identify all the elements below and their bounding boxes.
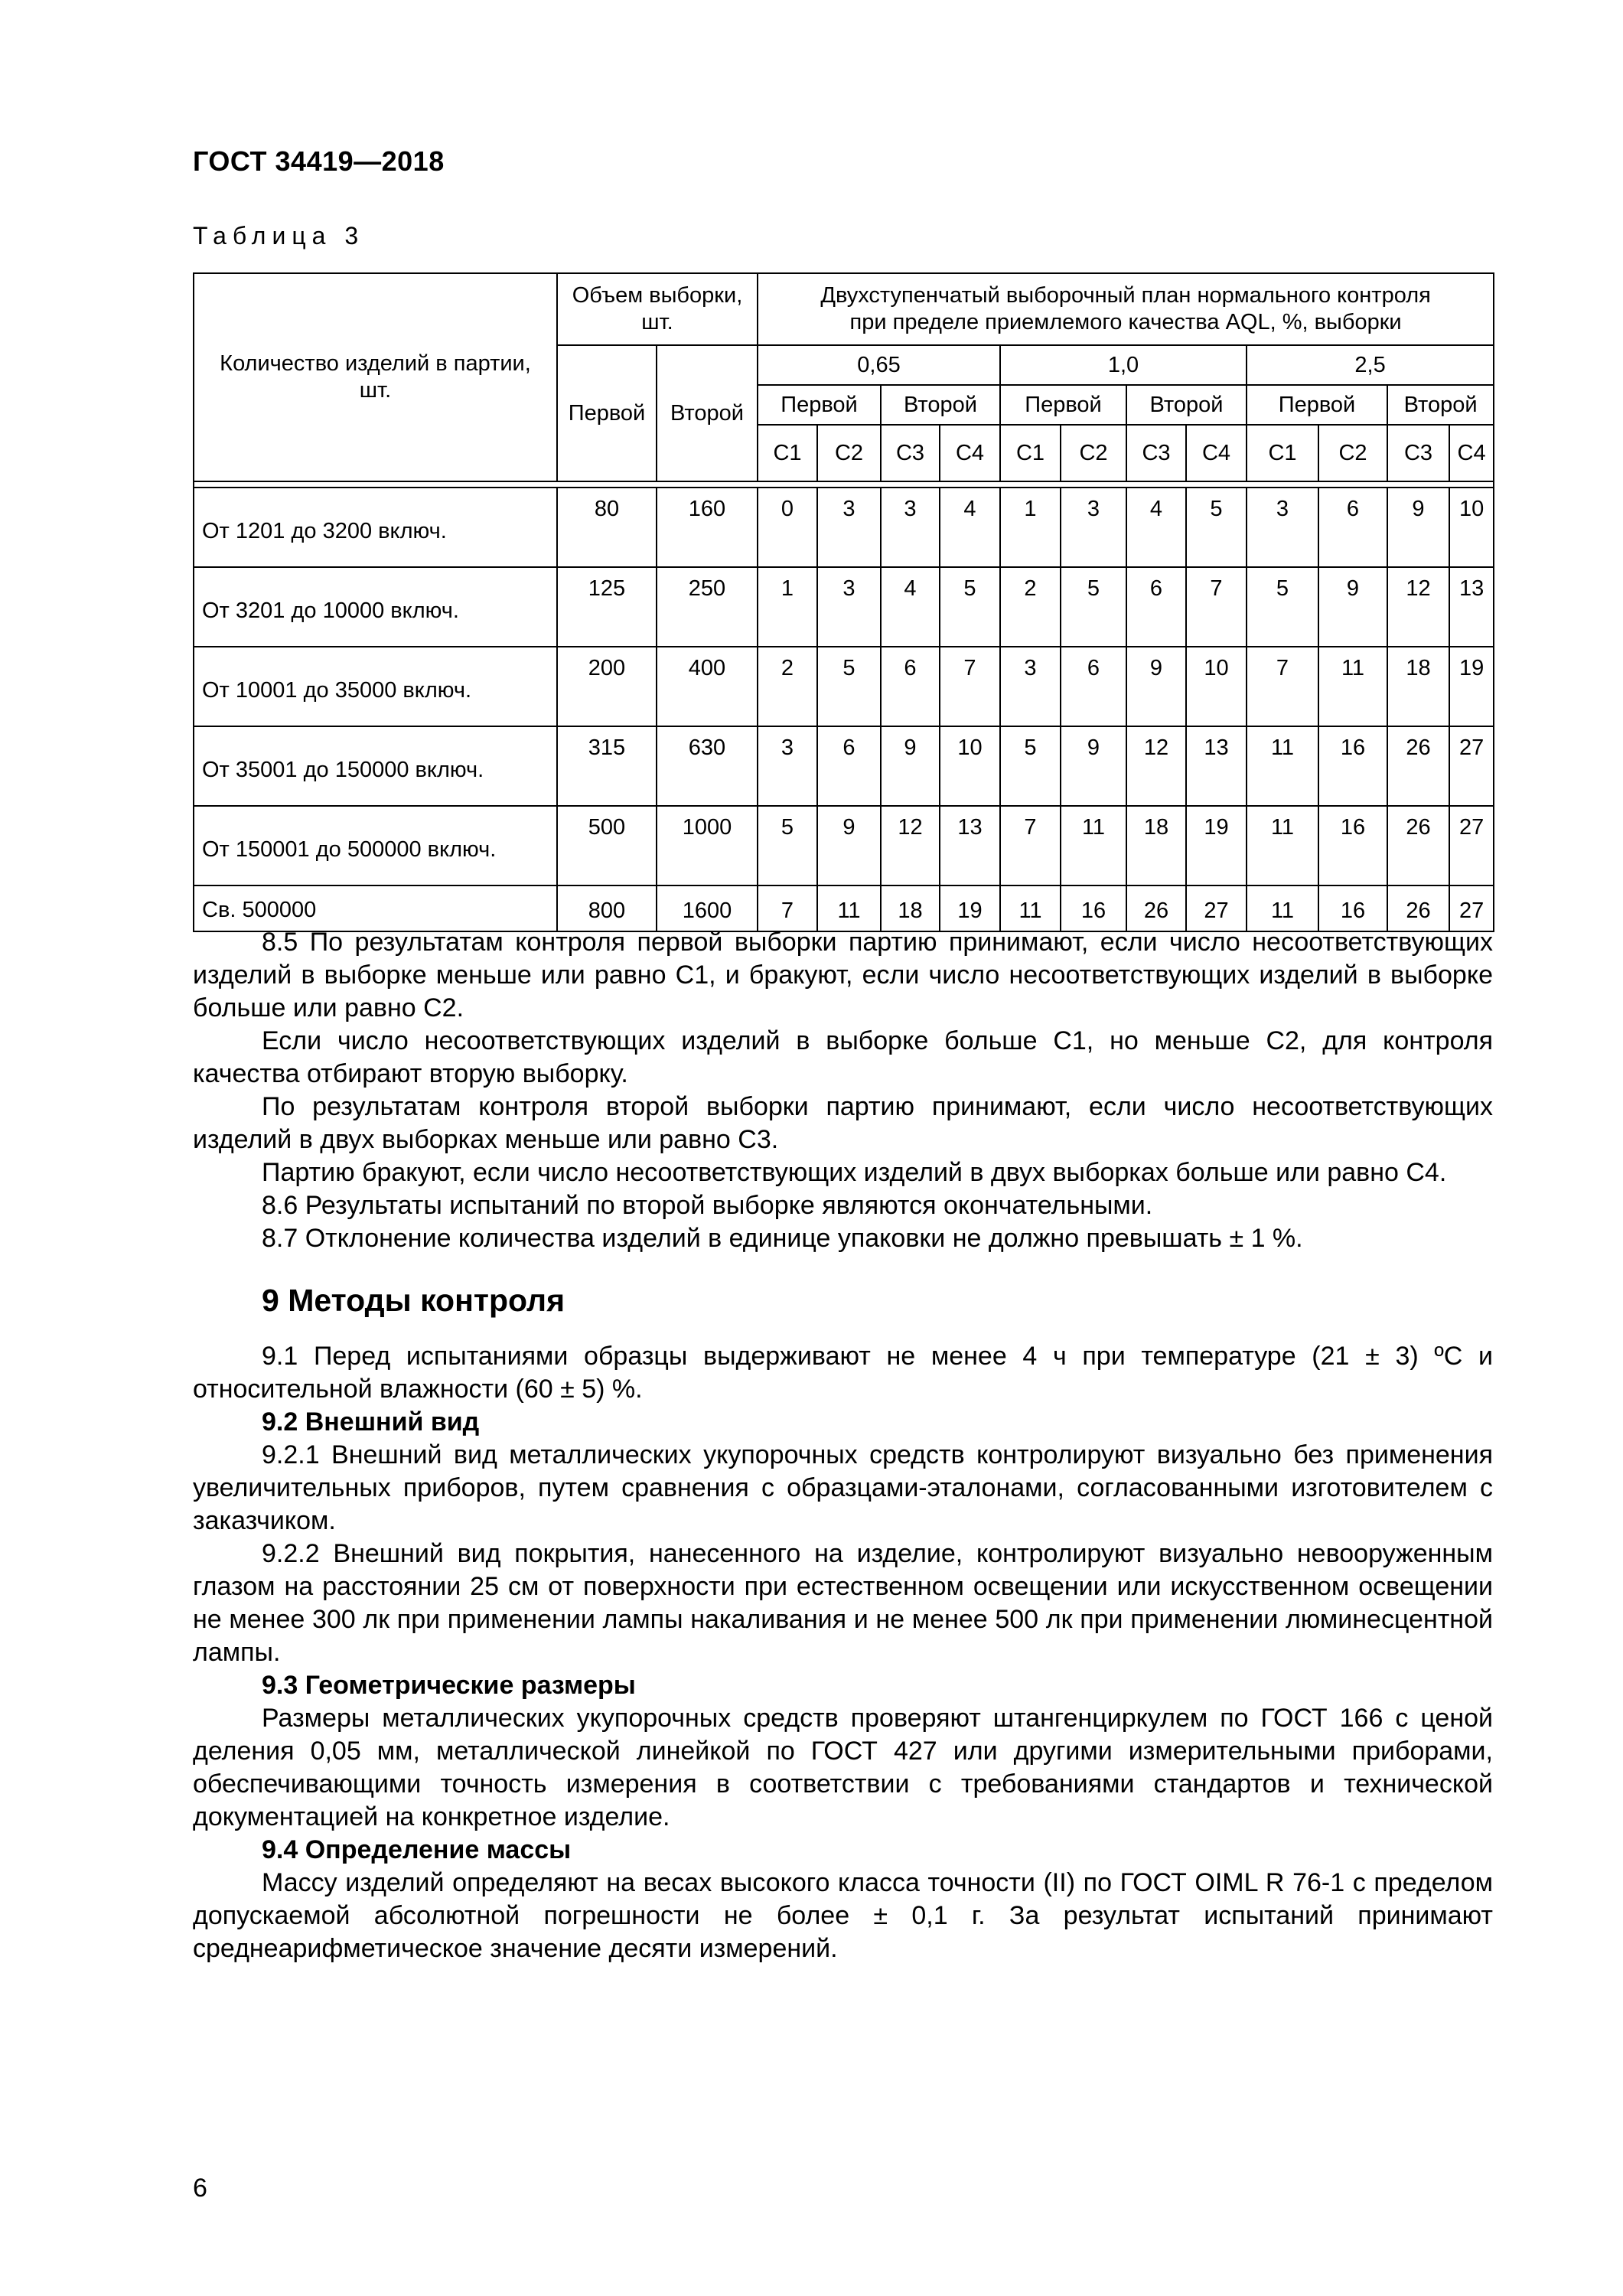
acceptance-number-cell: 9 <box>1318 567 1387 647</box>
header-first: Первой <box>1247 385 1387 425</box>
acceptance-number-cell: 4 <box>881 567 940 647</box>
acceptance-number-cell: 3 <box>1247 488 1318 567</box>
header-first-sample: Первой <box>557 345 657 481</box>
second-sample-size-cell: 1600 <box>657 885 758 931</box>
header-sampling-plan: Двухступенчатый выборочный план нормального контроля при пределе приемлемого качества AQL, %, выборки <box>758 273 1494 345</box>
header-sample-size: Объем выборки, шт. <box>557 273 758 345</box>
second-sample-size-cell: 160 <box>657 488 758 567</box>
acceptance-number-cell: 11 <box>1000 885 1061 931</box>
acceptance-number-cell: 27 <box>1449 726 1494 806</box>
acceptance-number-cell: 11 <box>817 885 881 931</box>
acceptance-number-cell: 3 <box>817 488 881 567</box>
acceptance-number-cell: 7 <box>1247 647 1318 726</box>
header-second-sample: Второй <box>657 345 758 481</box>
paragraph-8-7: 8.7 Отклонение количества изделий в единице упаковки не должно превышать ± 1 %. <box>262 1224 1303 1253</box>
header-c-label: С3 <box>881 425 940 481</box>
paragraph-8-5-second: Если число несоответствующих изделий в выборке больше С1, но меньше С2, для контроля качества отбирают вторую выборку. <box>193 1026 1493 1088</box>
second-sample-size-cell: 630 <box>657 726 758 806</box>
acceptance-number-cell: 7 <box>1000 806 1061 885</box>
subheading-9-3: 9.3 Геометрические размеры <box>262 1671 636 1700</box>
acceptance-number-cell: 10 <box>940 726 1000 806</box>
acceptance-number-cell: 9 <box>881 726 940 806</box>
acceptance-number-cell: 13 <box>940 806 1000 885</box>
first-sample-size-cell: 500 <box>557 806 657 885</box>
header-c-label: С3 <box>1387 425 1449 481</box>
acceptance-number-cell: 0 <box>758 488 817 567</box>
acceptance-number-cell: 7 <box>758 885 817 931</box>
acceptance-number-cell: 11 <box>1061 806 1126 885</box>
acceptance-number-cell: 10 <box>1449 488 1494 567</box>
acceptance-number-cell: 10 <box>1186 647 1247 726</box>
header-c-label: С4 <box>940 425 1000 481</box>
acceptance-number-cell: 11 <box>1318 647 1387 726</box>
header-first: Первой <box>758 385 881 425</box>
acceptance-number-cell: 5 <box>1186 488 1247 567</box>
table-body <box>194 481 1494 931</box>
acceptance-number-cell: 2 <box>1000 567 1061 647</box>
section-heading-9: 9 Методы контроля <box>262 1283 565 1318</box>
header-c-label: С2 <box>1318 425 1387 481</box>
first-sample-size-cell: 315 <box>557 726 657 806</box>
acceptance-number-cell: 3 <box>1000 647 1061 726</box>
acceptance-number-cell: 13 <box>1449 567 1494 647</box>
first-sample-size-cell: 200 <box>557 647 657 726</box>
acceptance-number-cell: 18 <box>1126 806 1186 885</box>
acceptance-number-cell: 4 <box>940 488 1000 567</box>
acceptance-number-cell: 6 <box>1318 488 1387 567</box>
first-sample-size-cell: 800 <box>557 885 657 931</box>
header-aql-0-65: 0,65 <box>758 345 1000 385</box>
table-row <box>194 806 1494 885</box>
header-c-label: С2 <box>1061 425 1126 481</box>
paragraph-9-3: Размеры металлических укупорочных средств проверяют штангенциркулем по ГОСТ 166 с ценой деления 0,05 мм, металлической линейкой по ГОСТ 427 или другими измерительными приборами, обеспечивающими точность измерения в соответствии с требованиями стандартов и технической документацией на конкретное изделие. <box>193 1704 1493 1831</box>
acceptance-number-cell: 13 <box>1186 726 1247 806</box>
header-second: Второй <box>1387 385 1494 425</box>
acceptance-number-cell: 9 <box>1061 726 1126 806</box>
acceptance-number-cell: 6 <box>817 726 881 806</box>
lot-size-cell: От 10001 до 35000 включ. <box>194 647 557 726</box>
acceptance-number-cell: 3 <box>1061 488 1126 567</box>
acceptance-number-cell: 1 <box>1000 488 1061 567</box>
acceptance-number-cell: 1 <box>758 567 817 647</box>
header-second: Второй <box>881 385 1000 425</box>
acceptance-number-cell: 16 <box>1318 726 1387 806</box>
acceptance-number-cell: 16 <box>1318 806 1387 885</box>
page-number: 6 <box>193 2174 207 2203</box>
acceptance-number-cell: 5 <box>1061 567 1126 647</box>
header-separator <box>194 481 1494 488</box>
table-row <box>194 726 1494 806</box>
acceptance-number-cell: 12 <box>1126 726 1186 806</box>
acceptance-number-cell: 19 <box>1449 647 1494 726</box>
table-row <box>194 567 1494 647</box>
header-second: Второй <box>1126 385 1247 425</box>
lot-size-cell: От 1201 до 3200 включ. <box>194 488 557 567</box>
acceptance-number-cell: 18 <box>1387 647 1449 726</box>
acceptance-number-cell: 5 <box>817 647 881 726</box>
acceptance-number-cell: 11 <box>1247 885 1318 931</box>
acceptance-number-cell: 6 <box>1061 647 1126 726</box>
lot-size-cell: От 3201 до 10000 включ. <box>194 567 557 647</box>
acceptance-number-cell: 4 <box>1126 488 1186 567</box>
acceptance-number-cell: 2 <box>758 647 817 726</box>
second-sample-size-cell: 400 <box>657 647 758 726</box>
paragraph-9-1: 9.1 Перед испытаниями образцы выдерживают не менее 4 ч при температуре (21 ± 3) ºС и относительной влажности (60 ± 5) %. <box>193 1342 1493 1404</box>
table-caption: Таблица 3 <box>193 222 365 249</box>
header-c-label: С4 <box>1186 425 1247 481</box>
document-header: ГОСТ 34419—2018 <box>193 145 445 177</box>
acceptance-number-cell: 3 <box>758 726 817 806</box>
lot-size-cell: От 35001 до 150000 включ. <box>194 726 557 806</box>
acceptance-number-cell: 12 <box>881 806 940 885</box>
lot-size-cell: Св. 500000 <box>194 885 557 931</box>
header-c-label: С2 <box>817 425 881 481</box>
second-sample-size-cell: 1000 <box>657 806 758 885</box>
subheading-9-4: 9.4 Определение массы <box>262 1835 572 1864</box>
acceptance-number-cell: 11 <box>1247 806 1318 885</box>
body-text <box>193 926 1493 1965</box>
paragraph-9-2-1: 9.2.1 Внешний вид металлических укупорочных средств контролируют визуально без применения увеличительных приборов, путем сравнения с образцами-эталонами, согласованными изготовителем с заказчиком. <box>193 1440 1493 1535</box>
header-c-label: С4 <box>1449 425 1494 481</box>
acceptance-number-cell: 5 <box>1000 726 1061 806</box>
acceptance-number-cell: 3 <box>817 567 881 647</box>
lot-size-cell: От 150001 до 500000 включ. <box>194 806 557 885</box>
acceptance-number-cell: 26 <box>1126 885 1186 931</box>
header-c-label: С1 <box>758 425 817 481</box>
acceptance-number-cell: 26 <box>1387 806 1449 885</box>
acceptance-number-cell: 5 <box>758 806 817 885</box>
acceptance-number-cell: 9 <box>817 806 881 885</box>
acceptance-number-cell: 26 <box>1387 885 1449 931</box>
header-c-label: С1 <box>1247 425 1318 481</box>
acceptance-number-cell: 5 <box>940 567 1000 647</box>
acceptance-number-cell: 7 <box>940 647 1000 726</box>
table-row <box>194 488 1494 567</box>
acceptance-number-cell: 11 <box>1247 726 1318 806</box>
acceptance-number-cell: 9 <box>1126 647 1186 726</box>
paragraph-9-2-2: 9.2.2 Внешний вид покрытия, нанесенного на изделие, контролируют визуально невооруженным глазом на расстоянии 25 см от поверхности при естественном освещении или искусственном освещении не менее 300 лк при применении лампы накаливания и не менее 500 лк при применении люминесцентной лампы. <box>193 1539 1493 1667</box>
second-sample-size-cell: 250 <box>657 567 758 647</box>
table-row <box>194 885 1494 931</box>
paragraph-8-5-third: По результатам контроля второй выборки партию принимают, если число несоответствующих изделий в двух выборках меньше или равно С3. <box>193 1092 1493 1154</box>
header-c-label: С3 <box>1126 425 1186 481</box>
header-aql-2-5: 2,5 <box>1247 345 1494 385</box>
acceptance-number-cell: 18 <box>881 885 940 931</box>
acceptance-number-cell: 16 <box>1318 885 1387 931</box>
acceptance-number-cell: 7 <box>1186 567 1247 647</box>
acceptance-number-cell: 6 <box>881 647 940 726</box>
acceptance-number-cell: 9 <box>1387 488 1449 567</box>
header-aql-1-0: 1,0 <box>1000 345 1247 385</box>
acceptance-number-cell: 27 <box>1449 806 1494 885</box>
sampling-plan-table-container <box>193 272 1493 932</box>
acceptance-number-cell: 27 <box>1186 885 1247 931</box>
paragraph-8-5: 8.5 По результатам контроля первой выборки партию принимают, если число несоответствующих изделий в выборке меньше или равно С1, и бракуют, если число несоответствующих изделий в выборке больше или равно С2. <box>193 928 1493 1022</box>
acceptance-number-cell: 12 <box>1387 567 1449 647</box>
header-c-label: С1 <box>1000 425 1061 481</box>
header-first: Первой <box>1000 385 1126 425</box>
acceptance-number-cell: 6 <box>1126 567 1186 647</box>
acceptance-number-cell: 19 <box>1186 806 1247 885</box>
first-sample-size-cell: 80 <box>557 488 657 567</box>
acceptance-number-cell: 27 <box>1449 885 1494 931</box>
acceptance-number-cell: 16 <box>1061 885 1126 931</box>
acceptance-number-cell: 3 <box>881 488 940 567</box>
sampling-plan-table <box>193 272 1494 932</box>
acceptance-number-cell: 19 <box>940 885 1000 931</box>
paragraph-9-4: Массу изделий определяют на весах высокого класса точности (II) по ГОСТ OIML R 76-1 с пределом допускаемой абсолютной погрешности не более ± 0,1 г. За результат испытаний принимают среднеарифметическое значение десяти измерений. <box>193 1868 1493 1963</box>
table-row <box>194 647 1494 726</box>
header-lot-size: Количество изделий в партии, шт. <box>194 273 557 481</box>
first-sample-size-cell: 125 <box>557 567 657 647</box>
acceptance-number-cell: 5 <box>1247 567 1318 647</box>
paragraph-8-5-fourth: Партию бракуют, если число несоответствующих изделий в двух выборках больше или равно С4. <box>262 1158 1447 1187</box>
paragraph-8-6: 8.6 Результаты испытаний по второй выборке являются окончательными. <box>262 1191 1153 1220</box>
subheading-9-2: 9.2 Внешний вид <box>262 1407 480 1437</box>
acceptance-number-cell: 26 <box>1387 726 1449 806</box>
